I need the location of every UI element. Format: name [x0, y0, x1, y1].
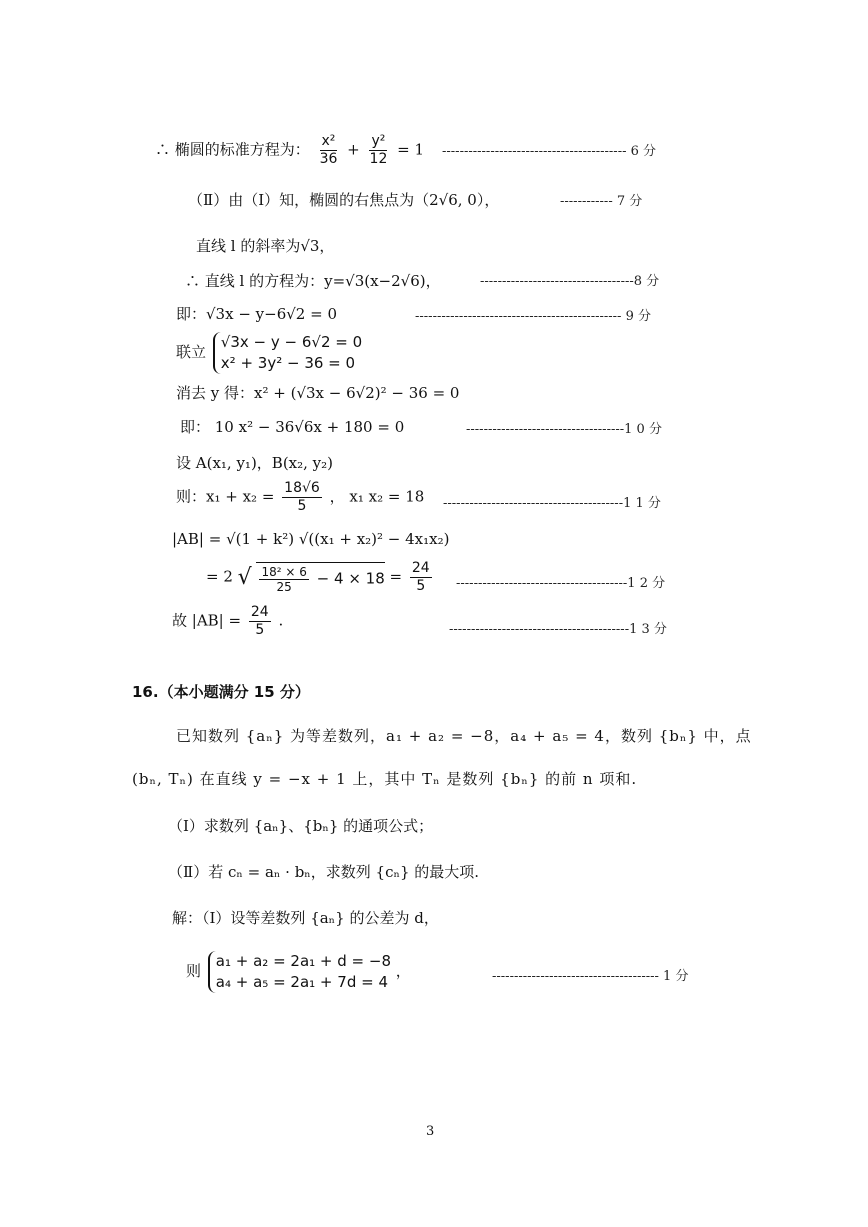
numerator: 18√6 — [284, 480, 320, 496]
equation-2: x² + 3y² − 36 = 0 — [220, 354, 356, 372]
vieta-line — [176, 480, 424, 515]
equation-1: √3x − y − 6√2 = 0 — [220, 333, 363, 351]
conclusion-line — [172, 604, 283, 639]
chord-length-compute — [206, 560, 435, 595]
period: . — [278, 611, 284, 630]
score-dash-6: ------------------------------------------ 6 分 — [442, 144, 657, 159]
denominator: 12 — [369, 151, 388, 167]
label: 则 — [186, 962, 202, 980]
score-dash-11: -----------------------------------------1 1 分 — [443, 496, 661, 511]
line-equation-general: 即：√3x − y−6√2 = 0 — [176, 305, 338, 323]
comma: ， — [395, 962, 411, 980]
slope-line: 直线 l 的斜率为√3， — [196, 237, 335, 255]
inner-rest: − 4 × 18 — [316, 569, 385, 587]
denominator: 5 — [416, 578, 426, 594]
text: = 2 — [206, 567, 233, 586]
numerator: 24 — [411, 560, 430, 576]
plus-sign: + — [347, 140, 360, 159]
simultaneous-system — [176, 332, 362, 374]
numerator: x² — [321, 133, 336, 149]
fraction-y2-12 — [368, 133, 390, 168]
denominator: 25 — [276, 579, 292, 594]
text: 故 |AB| = — [172, 611, 242, 630]
score-dash-1: -------------------------------------- 1 分 — [492, 969, 689, 984]
equals: = — [389, 567, 403, 586]
solution-start: 解：（Ⅰ）设等差数列 {aₙ} 的公差为 d， — [172, 909, 439, 927]
chord-length-formula: |AB| = √(1 + k²) √((x₁ + x₂)² − 4x₁x₂) — [172, 530, 450, 548]
eliminate-y-line: 消去 y 得：x² + (√3x − 6√2)² − 36 = 0 — [176, 384, 460, 402]
solution-system — [186, 951, 411, 993]
sqrt-content — [256, 562, 384, 594]
page-number: 3 — [426, 1124, 435, 1139]
problem-16-paragraph-2: (bₙ, Tₙ) 在直线 y = −x + 1 上，其中 Tₙ 是数列 {bₙ} 的前 n 项和. — [132, 770, 638, 788]
line-equation: ∴ 直线 l 的方程为：y=√3(x−2√6)， — [185, 272, 441, 290]
numerator: y² — [371, 133, 386, 149]
score-dash-7: ------------ 7 分 — [560, 194, 643, 209]
problem-16-question-1: （Ⅰ）求数列 {aₙ}、{bₙ} 的通项公式； — [168, 817, 434, 835]
quadratic-line: 即： 10 x² − 36√6x + 180 = 0 — [180, 418, 405, 436]
focus-line: （Ⅱ）由（Ⅰ）知，椭圆的右焦点为（2√6, 0）， — [188, 191, 500, 209]
score-dash-12: ---------------------------------------1 2 分 — [456, 576, 666, 591]
sqrt-sign: √ — [237, 565, 252, 590]
numerator: 18² × 6 — [261, 564, 307, 579]
fraction-sum — [282, 480, 322, 515]
product-text: ， x₁ x₂ = 18 — [329, 487, 425, 506]
denominator: 5 — [255, 622, 265, 638]
equation-system — [213, 332, 362, 374]
result-fraction — [249, 604, 271, 639]
problem-16-paragraph-1: 已知数列 {aₙ} 为等差数列，a₁ + a₂ = −8，a₄ + a₅ = 4，数列 {bₙ} 中，点 — [176, 727, 752, 745]
equals-one: = 1 — [397, 140, 425, 159]
denominator: 36 — [319, 151, 338, 167]
denominator: 5 — [297, 498, 307, 514]
equation-system — [208, 951, 391, 993]
set-points-line: 设 A(x₁, y₁)，B(x₂, y₂) — [176, 454, 334, 472]
problem-16-title: 16.（本小题满分 15 分） — [132, 683, 310, 701]
text: 则：x₁ + x₂ = — [176, 487, 275, 506]
score-dash-10: ------------------------------------1 0 分 — [466, 422, 662, 437]
result-fraction — [410, 560, 432, 595]
score-dash-13: -----------------------------------------1 3 分 — [449, 622, 667, 637]
problem-16-question-2: （Ⅱ）若 cₙ = aₙ · bₙ，求数列 {cₙ} 的最大项. — [168, 863, 480, 881]
inner-fraction — [259, 565, 308, 594]
numerator: 24 — [250, 604, 269, 620]
score-dash-8: -----------------------------------8 分 — [480, 274, 660, 289]
text: ∴ 椭圆的标准方程为： — [155, 140, 310, 159]
ellipse-equation-line — [155, 133, 424, 168]
score-dash-9: ----------------------------------------------- 9 分 — [415, 309, 651, 324]
equation-1: a₁ + a₂ = 2a₁ + d = −8 — [215, 952, 392, 970]
equation-2: a₄ + a₅ = 2a₁ + 7d = 4 — [215, 973, 388, 991]
fraction-x2-36 — [318, 133, 340, 168]
label: 联立 — [176, 343, 207, 361]
